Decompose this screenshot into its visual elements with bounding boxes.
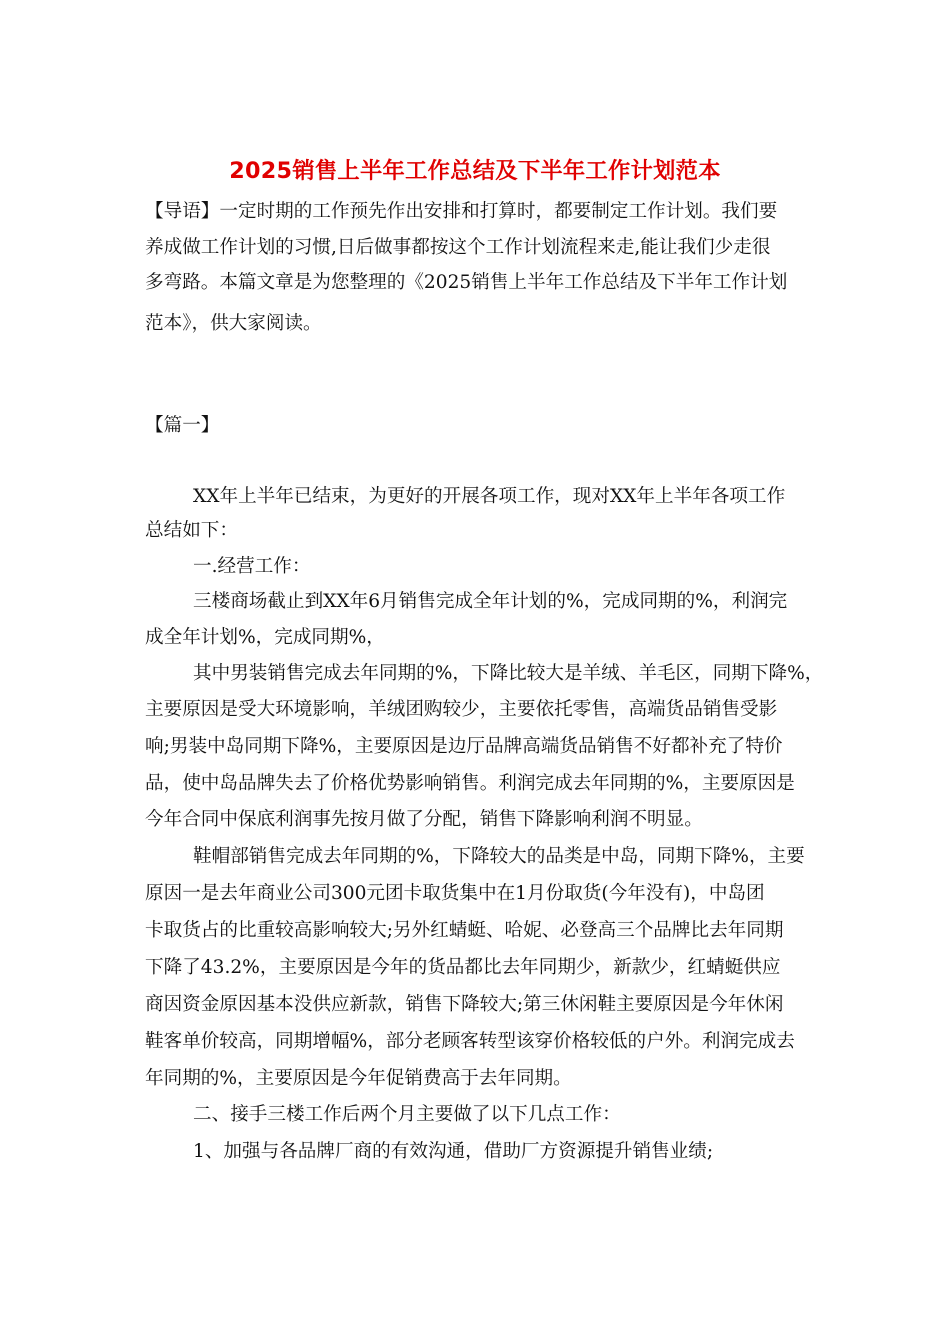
body-line: 1、加强与各品牌厂商的有效沟通，借助厂方资源提升销售业绩; <box>193 1141 714 1162</box>
body-line: 主要原因是受大环境影响，羊绒团购较少，主要依托零售，高端货品销售受影 <box>145 699 778 720</box>
body-line: 其中男装销售完成去年同期的%，下降比较大是羊绒、羊毛区，同期下降%， <box>193 663 824 684</box>
body-line: 二、接手三楼工作后两个月主要做了以下几点工作： <box>193 1104 621 1125</box>
body-line: 品，使中岛品牌失去了价格优势影响销售。利润完成去年同期的%，主要原因是 <box>145 773 795 794</box>
intro-line: 【导语】一定时期的工作预先作出安排和打算时，都要制定工作计划。我们要 <box>145 201 778 222</box>
body-line: 鞋帽部销售完成去年同期的%，下降较大的品类是中岛，同期下降%，主要 <box>193 846 805 867</box>
section-heading: 【篇一】 <box>145 415 220 436</box>
body-line: 一.经营工作： <box>193 556 311 577</box>
intro-line: 范本》，供大家阅读。 <box>145 313 322 334</box>
body-line: XX年上半年已结束，为更好的开展各项工作，现对XX年上半年各项工作 <box>193 486 786 507</box>
body-line: 下降了43.2%，主要原因是今年的货品都比去年同期少，新款少，红蜻蜓供应 <box>145 957 781 978</box>
body-line: 今年合同中保底利润事先按月做了分配，销售下降影响利润不明显。 <box>145 809 703 830</box>
body-line: 三楼商场截止到XX年6月销售完成全年计划的%，完成同期的%，利润完 <box>193 591 788 612</box>
body-line: 成全年计划%，完成同期%， <box>145 627 385 648</box>
document-title: 2025销售上半年工作总结及下半年工作计划范本 <box>229 158 721 184</box>
intro-line: 多弯路。本篇文章是为您整理的《2025销售上半年工作总结及下半年工作计划 <box>145 272 788 293</box>
body-line: 卡取货占的比重较高影响较大;另外红蜻蜓、哈妮、必登高三个品牌比去年同期 <box>145 920 784 941</box>
body-line: 商因资金原因基本没供应新款，销售下降较大;第三休闲鞋主要原因是今年休闲 <box>145 994 784 1015</box>
intro-line: 养成做工作计划的习惯,日后做事都按这个工作计划流程来走,能让我们少走很 <box>145 237 771 258</box>
body-line: 原因一是去年商业公司300元团卡取货集中在1月份取货(今年没有)，中岛团 <box>145 883 765 904</box>
body-line: 年同期的%，主要原因是今年促销费高于去年同期。 <box>145 1068 572 1089</box>
body-line: 响;男装中岛同期下降%，主要原因是边厅品牌高端货品销售不好都补充了特价 <box>145 736 783 757</box>
body-line: 鞋客单价较高，同期增幅%，部分老顾客转型该穿价格较低的户外。利润完成去 <box>145 1031 795 1052</box>
body-line: 总结如下： <box>145 520 238 541</box>
